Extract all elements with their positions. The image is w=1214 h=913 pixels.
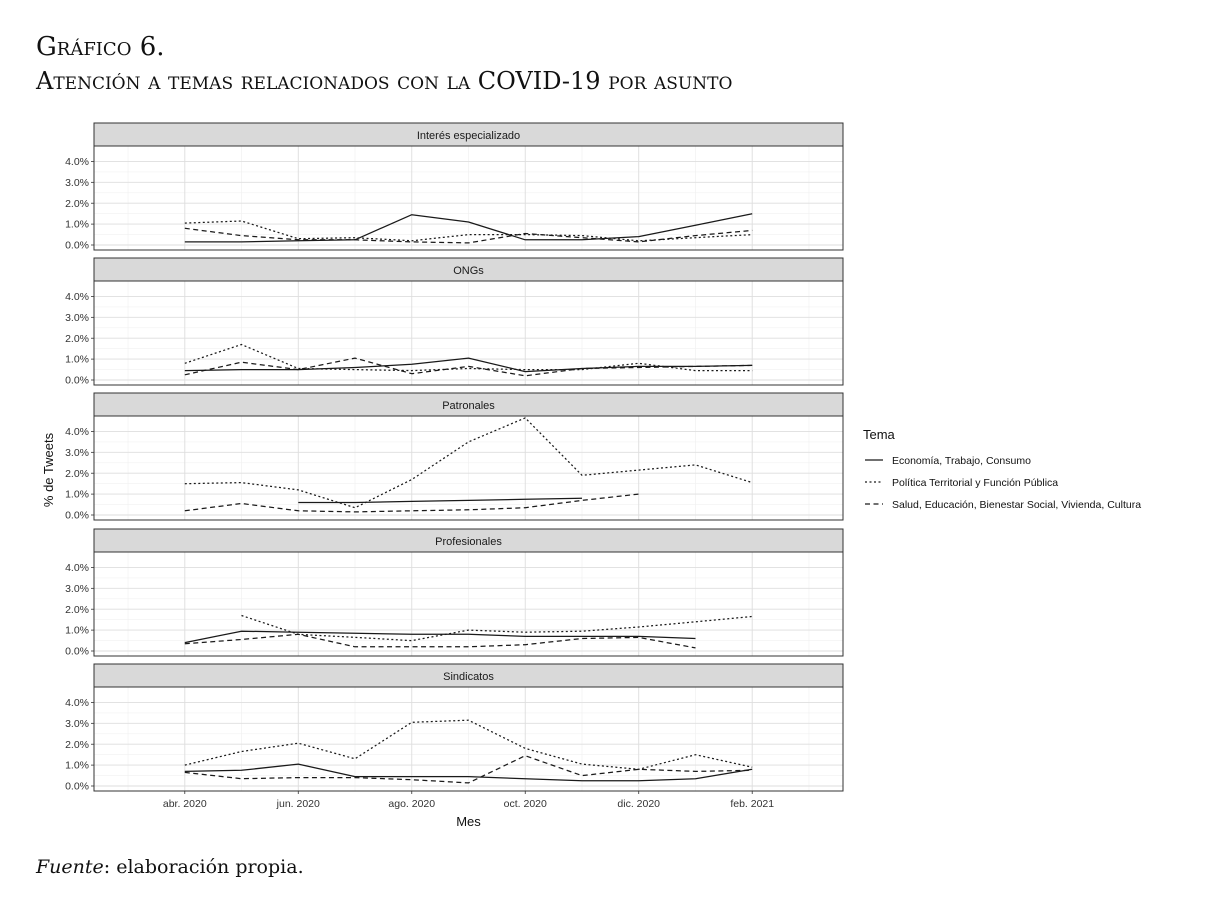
y-axis-title: % de Tweets bbox=[41, 432, 56, 508]
y-tick-label: 3.0% bbox=[65, 717, 89, 730]
y-tick-label: 0.0% bbox=[65, 374, 89, 387]
panel-strip-label: Interés especializado bbox=[416, 130, 521, 142]
x-tick-label: feb. 2021 bbox=[730, 798, 775, 810]
y-tick-label: 4.0% bbox=[65, 426, 89, 439]
y-tick-label: 4.0% bbox=[65, 291, 89, 304]
y-tick-label: 0.0% bbox=[65, 239, 89, 252]
x-tick-label: oct. 2020 bbox=[503, 798, 547, 810]
y-tick-label: 1.0% bbox=[65, 759, 89, 772]
y-tick-label: 2.0% bbox=[65, 738, 89, 751]
y-tick-label: 4.0% bbox=[65, 156, 89, 169]
legend-entry-label: Política Territorial y Función Pública bbox=[892, 476, 1059, 489]
y-tick-label: 2.0% bbox=[65, 467, 89, 480]
y-tick-label: 2.0% bbox=[65, 603, 89, 616]
x-tick-label: abr. 2020 bbox=[162, 798, 207, 810]
x-tick-label: jun. 2020 bbox=[276, 798, 320, 810]
figure-number: Gráfico 6. bbox=[36, 32, 165, 62]
y-tick-label: 2.0% bbox=[65, 332, 89, 345]
panel-strip-label: Profesionales bbox=[435, 536, 502, 548]
x-tick-label: dic. 2020 bbox=[617, 798, 661, 810]
y-tick-label: 4.0% bbox=[65, 697, 89, 710]
y-tick-label: 4.0% bbox=[65, 562, 89, 575]
legend-title: Tema bbox=[863, 427, 895, 442]
panel-strip-label: ONGs bbox=[453, 265, 484, 277]
y-tick-label: 1.0% bbox=[65, 353, 89, 366]
y-tick-label: 3.0% bbox=[65, 446, 89, 459]
y-tick-label: 0.0% bbox=[65, 645, 89, 658]
legend-entry-label: Economía, Trabajo, Consumo bbox=[892, 454, 1031, 467]
y-tick-label: 3.0% bbox=[65, 311, 89, 324]
figure-caption: Atención a temas relacionados con la COVID-19 por asunto bbox=[36, 67, 733, 95]
y-tick-label: 3.0% bbox=[65, 176, 89, 189]
source-label: Fuente bbox=[36, 856, 104, 878]
legend-entry-label: Salud, Educación, Bienestar Social, Vivienda, Cultura bbox=[892, 498, 1142, 511]
source-text: : elaboración propia. bbox=[103, 856, 304, 878]
source-note bbox=[36, 856, 304, 878]
y-tick-label: 0.0% bbox=[65, 780, 89, 793]
panel-strip-label: Patronales bbox=[442, 400, 495, 412]
y-tick-label: 1.0% bbox=[65, 488, 89, 501]
y-tick-label: 2.0% bbox=[65, 197, 89, 210]
x-tick-label: ago. 2020 bbox=[388, 798, 436, 810]
y-tick-label: 0.0% bbox=[65, 509, 89, 522]
panel-strip-label: Sindicatos bbox=[443, 671, 494, 683]
x-axis-title: Mes bbox=[456, 814, 481, 829]
y-tick-label: 1.0% bbox=[65, 218, 89, 231]
y-tick-label: 1.0% bbox=[65, 624, 89, 637]
y-tick-label: 3.0% bbox=[65, 582, 89, 595]
